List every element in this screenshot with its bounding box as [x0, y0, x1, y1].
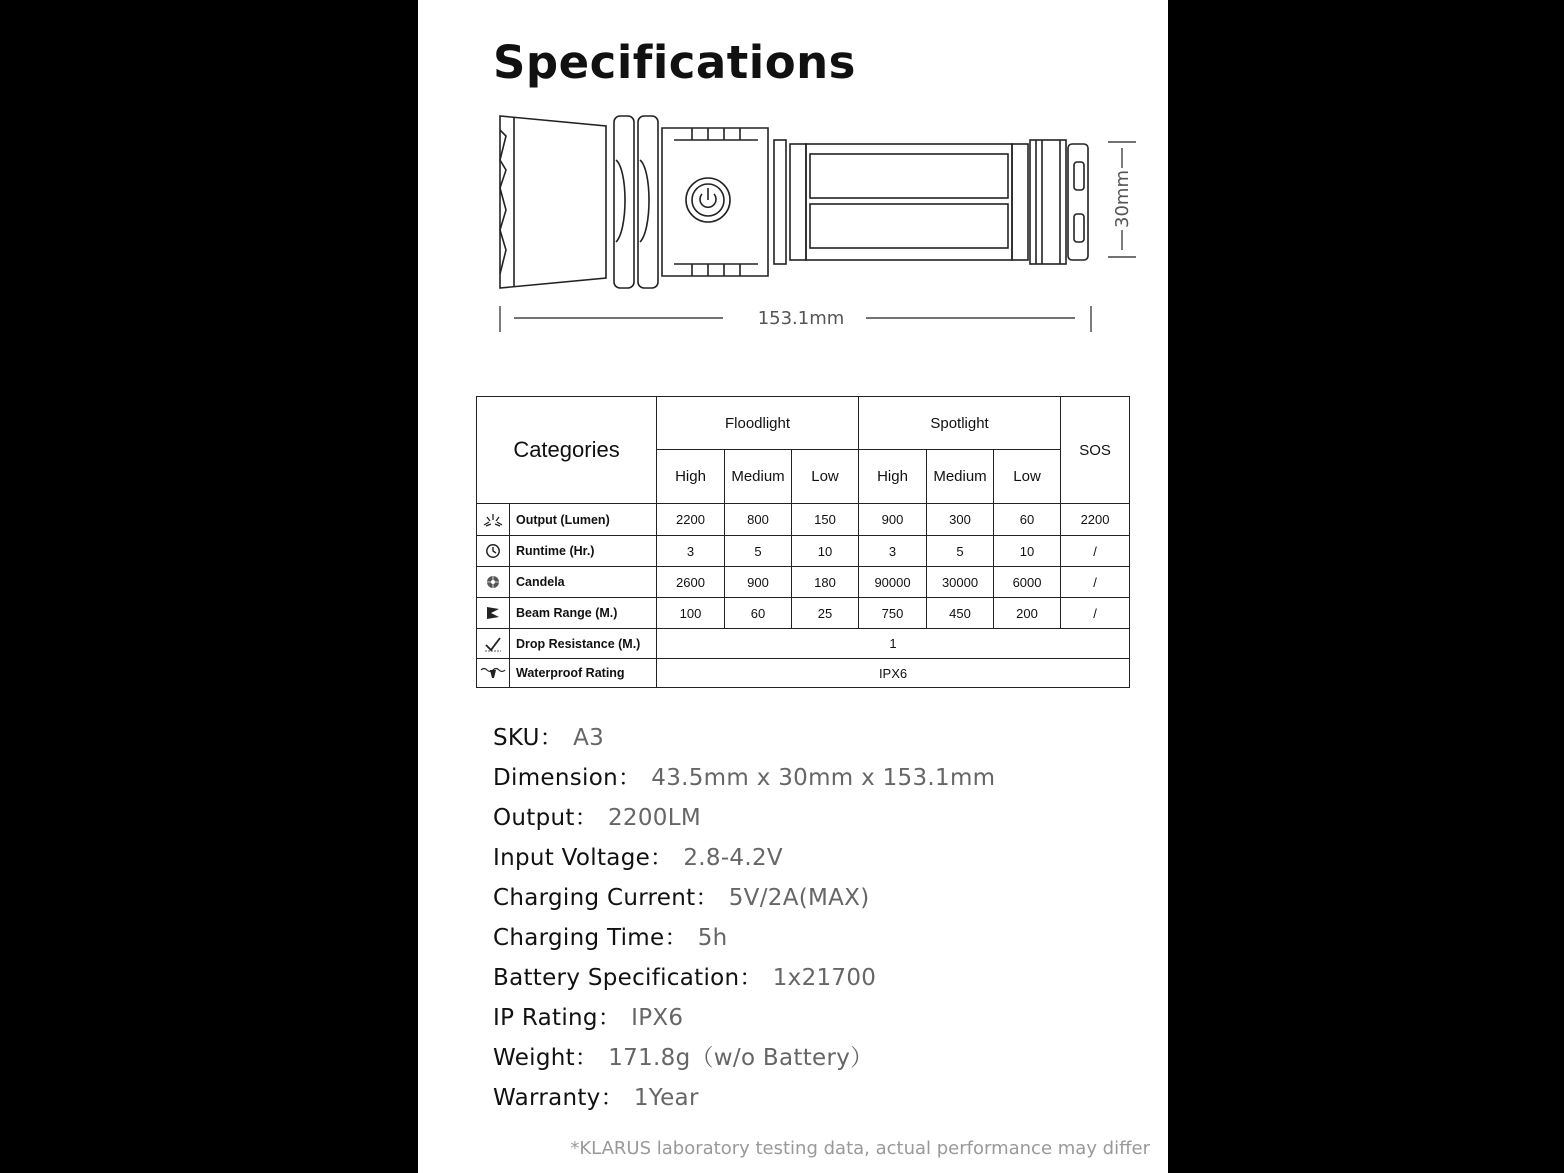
table-cell: 60 [994, 504, 1061, 536]
table-cell: 90000 [859, 567, 927, 598]
spec-item-output [493, 798, 1153, 838]
spec-item-ip-rating [493, 998, 1153, 1038]
mode-header: Medium [725, 450, 792, 504]
table-row [477, 659, 1130, 688]
categories-header: Categories [477, 397, 657, 504]
table-cell: 5 [725, 536, 792, 567]
floodlight-header: Floodlight [657, 397, 859, 450]
spec-item-charging-time [493, 918, 1153, 958]
spec-list [493, 718, 1153, 1118]
spec-value: IPX6 [631, 1005, 684, 1031]
table-cell: / [1061, 567, 1130, 598]
spec-value: 171.8g（w/o Battery） [608, 1045, 874, 1071]
table-cell: / [1061, 598, 1130, 629]
table-row [477, 598, 1130, 629]
spec-value: A3 [573, 725, 605, 751]
table-cell: 2200 [1061, 504, 1130, 536]
spec-key: Output： [493, 805, 598, 831]
table-cell: 60 [725, 598, 792, 629]
table-cell: 5 [927, 536, 994, 567]
mode-header: Low [994, 450, 1061, 504]
footnote: *KLARUS laboratory testing data, actual performance may differ [570, 1138, 1150, 1159]
spotlight-header: Spotlight [859, 397, 1061, 450]
spec-key: Dimension： [493, 765, 642, 791]
table-cell: / [1061, 536, 1130, 567]
flashlight-drawing [418, 100, 1168, 340]
table-row [477, 567, 1130, 598]
runtime-icon [477, 536, 510, 567]
spec-item-warranty [493, 1078, 1153, 1118]
spec-page [418, 0, 1168, 1173]
table-cell: 180 [792, 567, 859, 598]
row-label: Beam Range (M.) [510, 598, 657, 629]
row-label: Runtime (Hr.) [510, 536, 657, 567]
drop-resistance-icon [477, 629, 510, 659]
table-cell: 3 [859, 536, 927, 567]
table-cell: IPX6 [657, 659, 1130, 688]
spec-value: 43.5mm x 30mm x 153.1mm [651, 765, 996, 791]
spec-value: 5V/2A(MAX) [728, 885, 870, 911]
mode-header: High [859, 450, 927, 504]
table-cell: 300 [927, 504, 994, 536]
table-cell: 100 [657, 598, 725, 629]
output-icon [477, 504, 510, 536]
spec-key: Input Voltage： [493, 845, 674, 871]
table-cell: 30000 [927, 567, 994, 598]
table-cell: 10 [792, 536, 859, 567]
row-label: Candela [510, 567, 657, 598]
mode-header: Low [792, 450, 859, 504]
table-cell: 200 [994, 598, 1061, 629]
table-row [477, 504, 1130, 536]
length-dimension-label: 153.1mm [757, 308, 845, 329]
page-title: Specifications [493, 36, 856, 89]
table-cell: 1 [657, 629, 1130, 659]
spec-key: Charging Current： [493, 885, 719, 911]
table-cell: 6000 [994, 567, 1061, 598]
spec-item-battery [493, 958, 1153, 998]
spec-item-dimension [493, 758, 1153, 798]
row-label: Waterproof Rating [510, 659, 657, 688]
row-label: Drop Resistance (M.) [510, 629, 657, 659]
table-cell: 2200 [657, 504, 725, 536]
table-cell: 3 [657, 536, 725, 567]
spec-key: Warranty： [493, 1085, 624, 1111]
spec-value: 1Year [633, 1085, 699, 1111]
spec-key: Battery Specification： [493, 965, 763, 991]
table-row [477, 536, 1130, 567]
table-cell: 800 [725, 504, 792, 536]
table-cell: 450 [927, 598, 994, 629]
table-row [477, 629, 1130, 659]
spec-value: 1x21700 [772, 965, 877, 991]
spec-item-weight [493, 1038, 1153, 1078]
table-cell: 750 [859, 598, 927, 629]
spec-value: 2.8-4.2V [683, 845, 783, 871]
sos-header: SOS [1061, 397, 1130, 504]
spec-key: Weight： [493, 1045, 599, 1071]
table-cell: 2600 [657, 567, 725, 598]
candela-icon [477, 567, 510, 598]
spec-item-input-voltage [493, 838, 1153, 878]
table-cell: 25 [792, 598, 859, 629]
diameter-dimension-label: 30mm [1112, 170, 1133, 228]
spec-value: 2200LM [608, 805, 701, 831]
spec-key: IP Rating： [493, 1005, 622, 1031]
spec-key: Charging Time： [493, 925, 688, 951]
mode-header: Medium [927, 450, 994, 504]
table-cell: 10 [994, 536, 1061, 567]
spec-value: 5h [697, 925, 728, 951]
spec-item-charging-current [493, 878, 1153, 918]
beam-range-icon [477, 598, 510, 629]
spec-item-sku [493, 718, 1153, 758]
table-cell: 150 [792, 504, 859, 536]
spec-table [476, 396, 1130, 688]
row-label: Output (Lumen) [510, 504, 657, 536]
table-cell: 900 [725, 567, 792, 598]
mode-header: High [657, 450, 725, 504]
waterproof-icon [477, 659, 510, 688]
table-cell: 900 [859, 504, 927, 536]
spec-key: SKU： [493, 725, 564, 751]
